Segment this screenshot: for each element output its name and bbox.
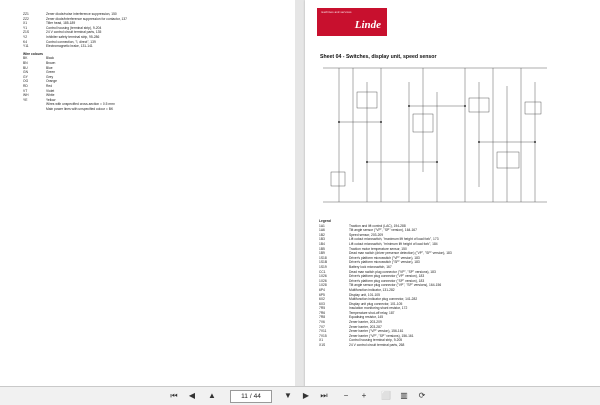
legend-row-code: X1 — [319, 338, 324, 343]
legend-row-code: 6X2 — [319, 297, 325, 302]
component-row-code: Z1S — [23, 30, 30, 35]
legend-row-description: Multifunction indicator, 131-282 — [349, 287, 395, 292]
legend-row-code: 7R6 — [319, 310, 326, 315]
component-row-description: Zener diode/interference suppression for contactor, 137 — [46, 16, 128, 21]
legend-row-description: Traction motor temperature sensor, 150 — [349, 246, 407, 251]
zoom-in-icon[interactable]: + — [361, 391, 367, 400]
component-row-code: ZZ2 — [23, 16, 29, 21]
wire-colour-row-description: Green — [46, 70, 56, 75]
component-row-description: Control housing (terminal strip), 9-204 — [46, 25, 102, 30]
legend-row-code: 6P5 — [319, 292, 325, 297]
first-page-icon[interactable]: ⏮ — [170, 391, 178, 400]
wire-colour-row-description: Blue — [46, 65, 53, 70]
legend-list — [319, 219, 452, 348]
component-row-code: Y1 — [23, 25, 28, 30]
current-page[interactable]: 11 — [241, 393, 248, 400]
wire-colour-row-code: RD — [23, 83, 28, 88]
legend-row-description: Temperature shut-off relay, 187 — [349, 310, 395, 315]
last-page-icon[interactable]: ⏭ — [320, 391, 328, 400]
logo-tagline: machines and services — [321, 11, 352, 14]
wire-colour-row-code: BU — [23, 65, 28, 70]
legend-row-code: X1S — [319, 343, 326, 348]
wire-note-cross-section: Wires with unspecified cross-section = 0.5 mm² — [46, 102, 115, 107]
legend-row-code: 7V6 — [319, 320, 325, 325]
page-separator: / — [249, 393, 252, 400]
wire-colour-row-description: White — [46, 93, 55, 98]
legend-row-description: Multifunction indicator plug connector, 141-282 — [349, 297, 418, 302]
legend-row-description: Display unit plug connector, 101-105 — [349, 301, 403, 306]
legend-row-description: Driver's platform microswitch ("VP" version), 183 — [349, 255, 420, 260]
two-page-view-icon[interactable]: ▥ — [400, 391, 408, 400]
legend-row-code: 7V11 — [319, 329, 327, 334]
legend-row-code: 6P4 — [319, 287, 325, 292]
legend-row-code: 1S18 — [319, 255, 327, 260]
wire-colour-row-code: YE — [23, 97, 28, 102]
next-page-icon[interactable]: ▶ — [302, 391, 310, 400]
legend-row-code: 7R5 — [319, 306, 326, 311]
rotate-icon[interactable]: ⟳ — [418, 391, 426, 400]
total-pages: 44 — [253, 393, 261, 400]
component-row-code: ZZ1 — [23, 12, 29, 16]
wire-colour-row-code: GN — [23, 70, 28, 75]
legend-row-description: Control housing terminal strip, 9-205 — [349, 338, 403, 343]
legend-row-code: 6X3 — [319, 301, 325, 306]
legend-row-code: CC1 — [319, 269, 326, 274]
legend-row-description: Insulation monitoring shunt resistor, 172 — [349, 306, 408, 311]
legend-row-code: 1S19 — [319, 264, 327, 269]
legend-row-description: Driver's platform plug connector ("SP" version), 183 — [349, 278, 425, 283]
pdf-page-left — [0, 0, 295, 404]
legend-row-description: Dead man switch (driver presence detection) ("VP", "SP" version), 183 — [349, 251, 452, 256]
page-down-icon[interactable]: ▼ — [284, 391, 292, 400]
legend-row-code: 1B4 — [319, 241, 325, 246]
wire-colour-row-code: OG — [23, 79, 29, 84]
pdf-page-right — [305, 0, 600, 404]
legend-row-code: 7V7 — [319, 324, 325, 329]
legend-row-description: 24 V control circuit terminal parts, 268 — [349, 343, 405, 348]
wire-note-colour: Main power lines with unspecified colour = BK — [46, 106, 114, 111]
wire-colour-row-description: Black — [46, 56, 55, 61]
legend-row-description: Display unit, 101-105 — [349, 292, 380, 297]
legend-row-code: 1X26 — [319, 278, 327, 283]
component-row-description: Inhibiter safety terminal strip, 95-286 — [46, 34, 100, 39]
page-up-icon[interactable]: ▲ — [208, 391, 216, 400]
wire-colour-row-code: BK — [23, 56, 28, 61]
zoom-out-icon[interactable]: − — [343, 391, 349, 400]
legend-row-code: 1B2 — [319, 232, 325, 237]
legend-row-description: Zener barrier, 203-209 — [349, 320, 382, 325]
legend-row-description: Zener barrier ("VP" version), 156-161 — [349, 329, 404, 334]
legend-row-description: Tilt angle sensor plug connector ("VP", "SP" versions), 164-156 — [349, 283, 442, 288]
legend-row-description: Tilt angle sensor ("VP", "SP" version), 164-167 — [349, 228, 417, 233]
logo-name: Linde — [354, 19, 381, 31]
legend-row-description: Zener barrier ("VP", "SP" versions), 156-161 — [349, 333, 414, 338]
component-row-description: Zener diode/noise interference suppression, 150 — [46, 12, 117, 16]
component-row-description: Tiller head, 185-189 — [46, 21, 76, 26]
component-row-description: 24 V control circuit terminal parts, 135 — [46, 30, 102, 35]
wire-colour-row-code: VT — [23, 88, 28, 93]
legend-row-code: 1B5 — [319, 246, 325, 251]
page-gap — [295, 0, 305, 404]
component-row-code: K4 — [23, 39, 28, 44]
legend-row-description: Battery lock microswitch, 167 — [349, 264, 392, 269]
linde-logo — [317, 8, 387, 36]
sheet-title: Sheet 04 - Switches, display unit, speed sensor — [320, 54, 437, 60]
wiring-schematic — [319, 62, 551, 212]
component-list-left — [23, 12, 127, 111]
legend-row-description: Lift cutout microswitch, "maximum lift height of load fork", 173 — [349, 237, 439, 242]
legend-row-description: Lift cutout microswitch, "minimum lift height of load fork", 184 — [349, 241, 438, 246]
legend-row-code: 7V15 — [319, 333, 327, 338]
component-row-code: X1 — [23, 21, 28, 26]
component-row-description: Electromagnetic brake, 131-141 — [46, 44, 93, 49]
legend-row-description: Dead man switch plug connector ("VP", "SP" versions), 183 — [349, 269, 436, 274]
legend-row-code: 1B9 — [319, 251, 325, 256]
legend-row-code: 1X28 — [319, 283, 327, 288]
wire-colour-row-description: Orange — [46, 79, 57, 84]
wire-colour-row-description: Violet — [46, 88, 55, 93]
legend-row-description: Traction and lift control (LAC), 194-288 — [349, 223, 406, 228]
wire-colours-heading: Wire colours — [23, 51, 43, 56]
legend-row-description: Driver's platform microswitch ("SP" version), 183 — [349, 260, 420, 265]
component-row-description: Control connection, "I, direct", 139 — [46, 39, 96, 44]
component-row-code: Y2 — [23, 34, 28, 39]
wire-colour-row-description: Brown — [46, 60, 56, 65]
legend-row-description: Equalising resistor, 145 — [349, 315, 384, 320]
legend-row-code: 1A1 — [319, 223, 325, 228]
legend-row-code: 1S1B — [319, 260, 328, 265]
wire-colour-row-description: Red — [46, 83, 53, 88]
viewer-toolbar — [0, 386, 600, 405]
page-number-input[interactable] — [230, 390, 272, 403]
legend-row-description: Zener barrier, 203-287 — [349, 324, 382, 329]
component-row-code: Y11 — [23, 44, 29, 49]
wire-colour-row-code: BN — [23, 60, 28, 65]
legend-row-code: 1A6 — [319, 228, 325, 233]
legend-row-code: 7R8 — [319, 315, 326, 320]
legend-row — [319, 343, 452, 348]
wire-colour-row-description: Grey — [46, 74, 54, 79]
fit-page-icon[interactable]: ⬜ — [381, 391, 391, 400]
legend-row-code: 1B3 — [319, 237, 325, 242]
previous-page-icon[interactable]: ◀ — [188, 391, 196, 400]
legend-row-description: Speed sensor, 203-209 — [349, 232, 384, 237]
component-row — [23, 44, 127, 49]
legend-row-code: 1X26 — [319, 274, 327, 279]
legend-row-description: Driver's platform plug connector ("VP" version), 183 — [349, 274, 425, 279]
wire-colour-row-code: WH — [23, 93, 29, 98]
wire-colour-row-code: GY — [23, 74, 28, 79]
legend-heading: Legend — [319, 219, 331, 223]
wire-colour-row-description: Yellow — [46, 97, 56, 102]
